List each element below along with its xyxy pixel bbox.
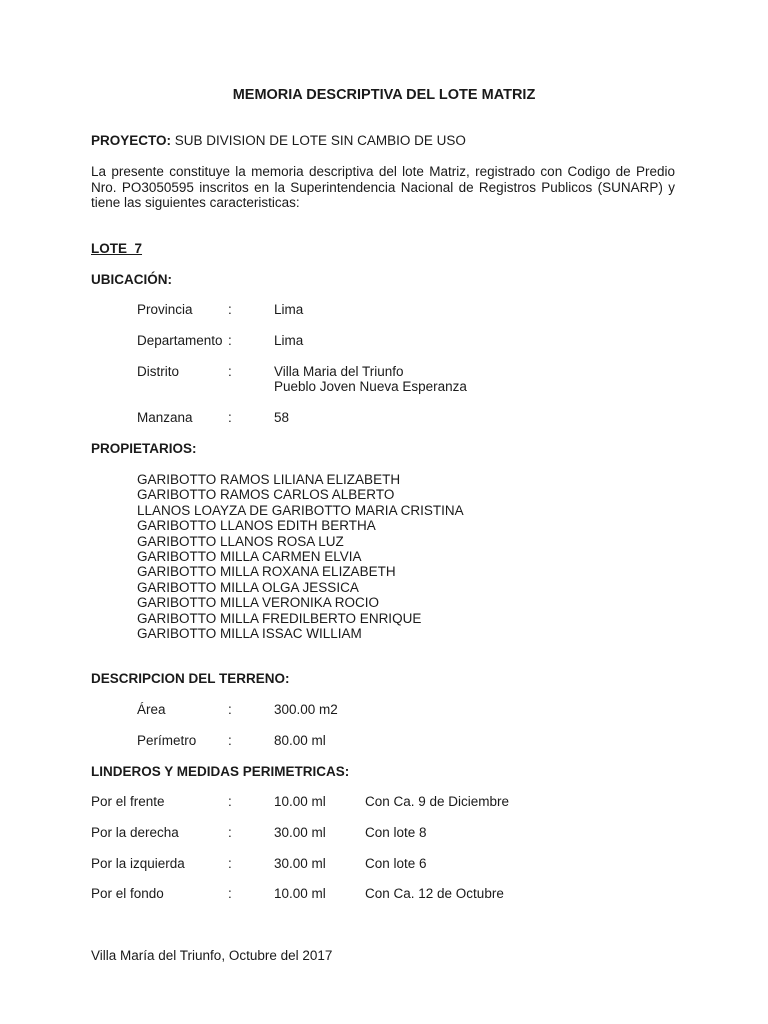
lindero-sep: : xyxy=(228,886,232,901)
propietarios-heading: PROPIETARIOS: xyxy=(91,441,197,456)
lindero-adjacent: Con lote 8 xyxy=(365,825,427,840)
proyecto-value: SUB DIVISION DE LOTE SIN CAMBIO DE USO xyxy=(174,133,466,148)
owners-list xyxy=(137,472,464,641)
lindero-measure: 10.00 ml xyxy=(274,794,326,809)
ubicacion-label: Departamento xyxy=(137,333,223,348)
owner-name: GARIBOTTO MILLA FREDILBERTO ENRIQUE xyxy=(137,610,422,626)
lindero-label: Por la izquierda xyxy=(91,856,185,871)
proyecto-label: PROYECTO: xyxy=(91,133,172,148)
ubicacion-value: 58 xyxy=(274,410,290,425)
lindero-adjacent: Con lote 6 xyxy=(365,856,427,871)
lindero-label: Por la derecha xyxy=(91,825,179,840)
owner-name: GARIBOTTO RAMOS CARLOS ALBERTO xyxy=(137,487,395,503)
terreno-heading: DESCRIPCION DEL TERRENO: xyxy=(91,671,290,686)
ubicacion-label: Distrito xyxy=(137,364,180,379)
lindero-measure: 30.00 ml xyxy=(274,825,326,840)
owner-name: GARIBOTTO LLANOS ROSA LUZ xyxy=(137,533,344,549)
owner-name: GARIBOTTO MILLA CARMEN ELVIA xyxy=(137,549,362,565)
owner-name: GARIBOTTO LLANOS EDITH BERTHA xyxy=(137,518,376,534)
ubicacion-value-secondary: Pueblo Joven Nueva Esperanza xyxy=(274,379,467,394)
owner-name: GARIBOTTO MILLA VERONIKA ROCIO xyxy=(137,595,380,611)
ubicacion-sep: : xyxy=(228,333,232,348)
proyecto-line xyxy=(91,133,466,149)
lindero-measure: 30.00 ml xyxy=(274,856,326,871)
lindero-label: Por el fondo xyxy=(91,886,164,901)
ubicacion-sep: : xyxy=(228,302,232,317)
lote-heading: LOTE 7 xyxy=(91,241,143,256)
owner-name: GARIBOTTO RAMOS LILIANA ELIZABETH xyxy=(137,472,401,487)
ubicacion-sep: : xyxy=(228,364,232,379)
owner-name: GARIBOTTO MILLA OLGA JESSICA xyxy=(137,579,359,595)
ubicacion-heading: UBICACIÓN: xyxy=(91,272,172,287)
lindero-sep: : xyxy=(228,825,232,840)
ubicacion-label: Provincia xyxy=(137,302,193,317)
terreno-label: Perímetro xyxy=(137,733,197,748)
lindero-measure: 10.00 ml xyxy=(274,886,326,901)
lindero-adjacent: Con Ca. 12 de Octubre xyxy=(365,886,504,901)
intro-paragraph: La presente constituye la memoria descriptiva del lote Matriz, registrado con Codigo de Predio Nro. PO3050595 inscritos en la Superintendencia Nacional de Registros Publicos (SUNARP) y tiene las siguientes caracteristicas: xyxy=(91,164,675,210)
terreno-sep: : xyxy=(228,702,232,717)
linderos-heading: LINDEROS Y MEDIDAS PERIMETRICAS: xyxy=(91,764,350,779)
terreno-label: Área xyxy=(137,702,166,717)
ubicacion-value: Lima xyxy=(274,302,304,317)
terreno-value: 300.00 m2 xyxy=(274,702,338,717)
owner-name: LLANOS LOAYZA DE GARIBOTTO MARIA CRISTINA xyxy=(137,502,464,518)
owner-name: GARIBOTTO MILLA ROXANA ELIZABETH xyxy=(137,564,396,580)
ubicacion-sep: : xyxy=(228,410,232,425)
terreno-sep: : xyxy=(228,733,232,748)
ubicacion-label: Manzana xyxy=(137,410,193,425)
terreno-value: 80.00 ml xyxy=(274,733,326,748)
lindero-label: Por el frente xyxy=(91,794,165,809)
place-date-footer: Villa María del Triunfo, Octubre del 2017 xyxy=(91,948,333,963)
lindero-sep: : xyxy=(228,794,232,809)
ubicacion-value: Lima xyxy=(274,333,304,348)
ubicacion-value: Villa Maria del Triunfo xyxy=(274,364,404,379)
document-title: MEMORIA DESCRIPTIVA DEL LOTE MATRIZ xyxy=(232,87,536,103)
lindero-adjacent: Con Ca. 9 de Diciembre xyxy=(365,794,510,809)
owner-name: GARIBOTTO MILLA ISSAC WILLIAM xyxy=(137,626,362,642)
lindero-sep: : xyxy=(228,856,232,871)
